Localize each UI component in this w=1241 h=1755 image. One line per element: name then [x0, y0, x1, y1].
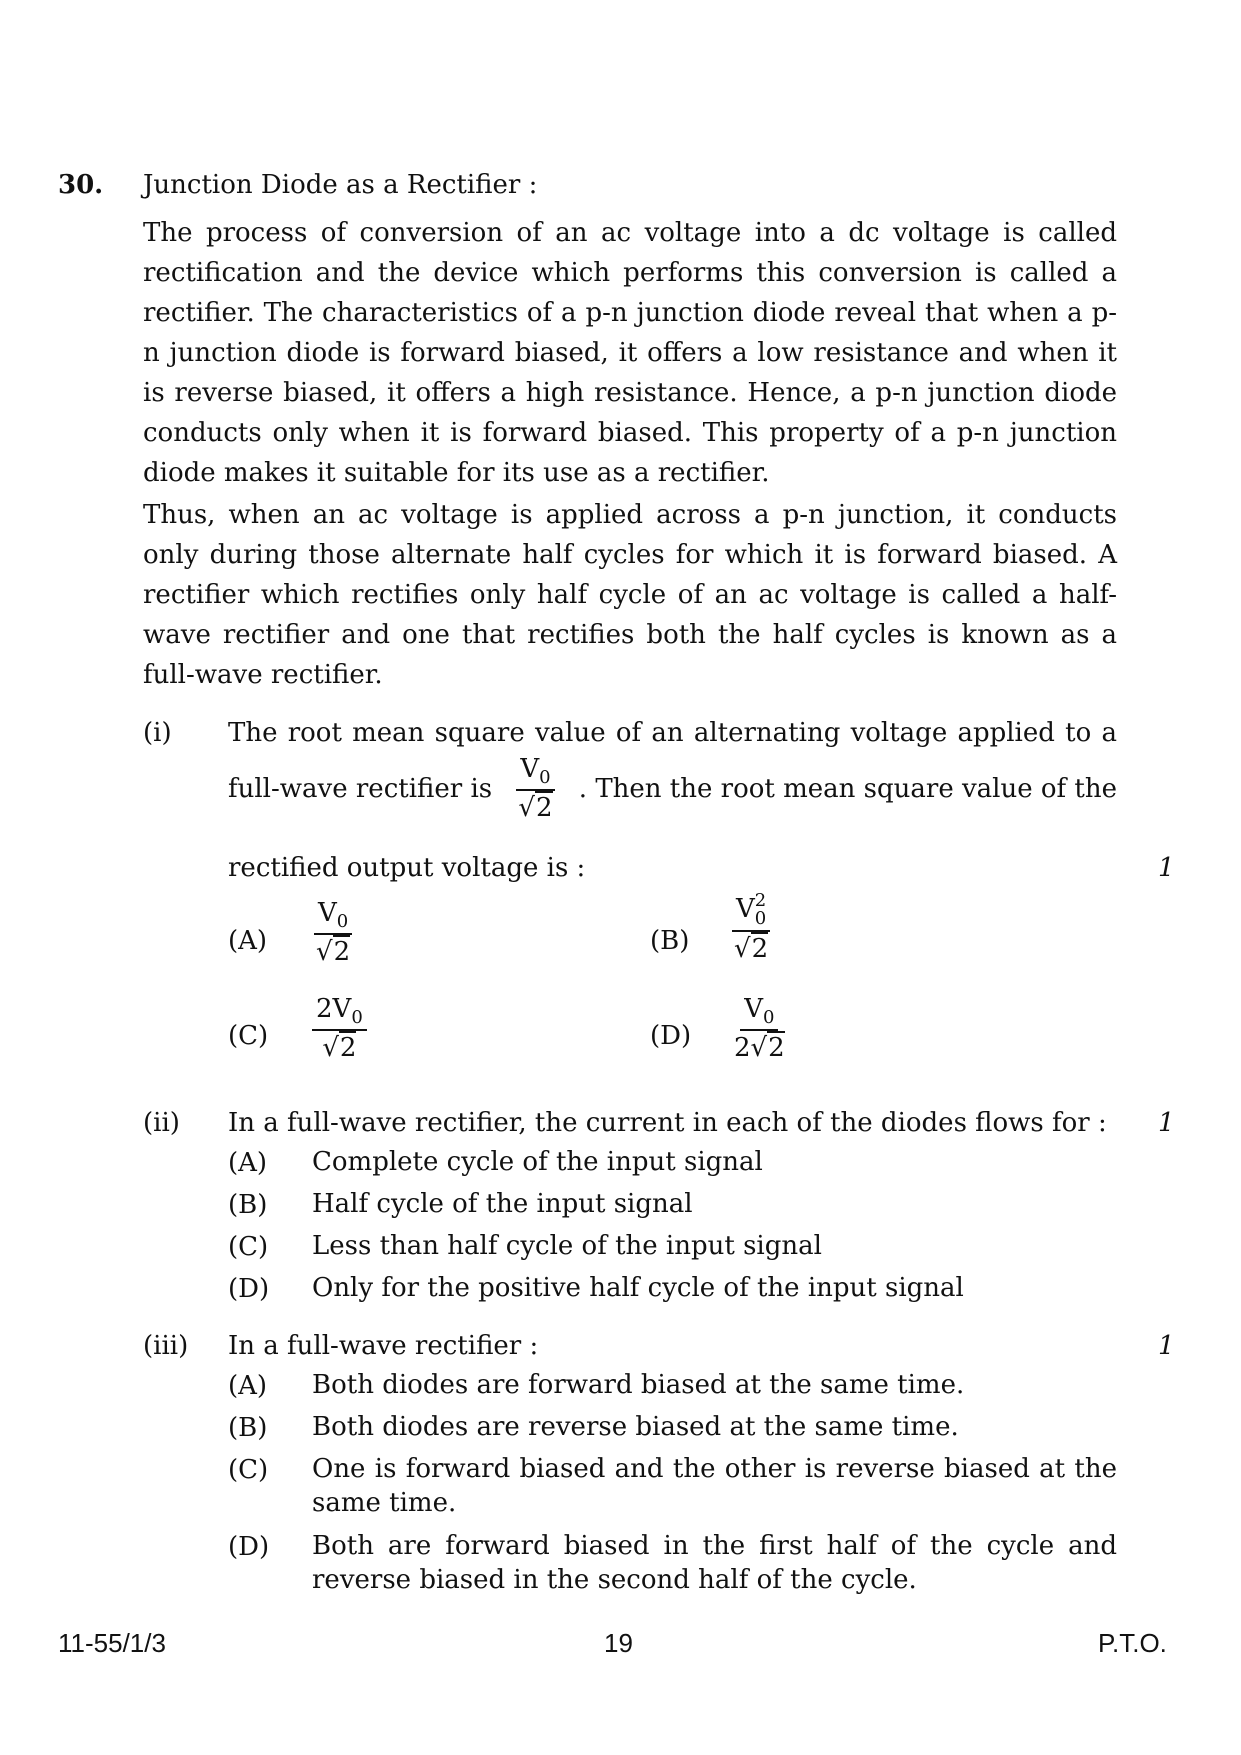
option-i-d-value — [730, 994, 789, 1064]
opt-c-den: 2 — [339, 1033, 357, 1064]
option-iii-b-text: Both diodes are reverse biased at the same time. — [312, 1412, 959, 1442]
sqrt-icon: √2 — [518, 793, 553, 824]
subquestion-i-line3: rectified output voltage is : — [228, 853, 586, 883]
option-i-a-value — [312, 898, 354, 968]
subquestion-iii-label: (iii) — [143, 1331, 189, 1361]
option-i-c-value — [312, 994, 367, 1064]
opt-a-num: V — [317, 898, 337, 928]
frac-den: 2 — [535, 793, 553, 824]
subquestion-iii-text: In a full-wave rectifier : — [228, 1331, 539, 1361]
option-ii-c-text: Less than half cycle of the input signal — [312, 1231, 822, 1261]
option-ii-a-text: Complete cycle of the input signal — [312, 1147, 763, 1177]
option-i-d-label: (D) — [650, 1021, 692, 1051]
option-iii-a-text: Both diodes are forward biased at the same time. — [312, 1370, 965, 1400]
option-iii-a-label: (A) — [228, 1371, 268, 1401]
opt-d-den-coef: 2 — [734, 1033, 751, 1064]
option-iii-d-text: Both are forward biased in the first half of the cycle and reverse biased in the second half of the cycle. — [312, 1531, 1117, 1595]
opt-d-sub: 0 — [763, 1007, 775, 1029]
option-i-a-label: (A) — [228, 926, 268, 956]
option-ii-b-label: (B) — [228, 1190, 268, 1220]
subquestion-i-label: (i) — [143, 718, 172, 748]
sqrt-icon: √2 — [322, 1033, 357, 1064]
subquestion-ii-label: (ii) — [143, 1108, 180, 1138]
option-iii-c-text: One is forward biased and the other is reverse biased at the same time. — [312, 1454, 1117, 1518]
frac-num: V — [520, 754, 540, 784]
question-title: Junction Diode as a Rectifier : — [143, 170, 538, 200]
marks-ii: 1 — [1158, 1108, 1175, 1138]
opt-a-sub: 0 — [336, 911, 349, 933]
option-i-b-label: (B) — [650, 926, 690, 956]
subquestion-i-line1: The root mean square value of an alternating voltage applied to a — [228, 718, 1117, 748]
subquestion-i-line2-post: . Then the root mean square value of the — [578, 773, 1117, 804]
frac-num-sub: 0 — [539, 767, 551, 789]
option-ii-b-text: Half cycle of the input signal — [312, 1189, 693, 1219]
rms-input-fraction — [514, 754, 556, 824]
option-ii-c-label: (C) — [228, 1232, 269, 1262]
option-iii-d-label: (D) — [228, 1532, 270, 1562]
question-number: 30. — [58, 170, 104, 200]
opt-d-num: V — [744, 994, 763, 1024]
opt-b-sub: 0 — [754, 908, 767, 929]
option-i-b-value — [730, 892, 772, 962]
page-number: 19 — [604, 1628, 633, 1658]
option-ii-a-label: (A) — [228, 1148, 268, 1178]
sqrt-icon: √2 — [316, 937, 351, 968]
sqrt-icon: √2 — [750, 1033, 785, 1064]
paragraph-2: Thus, when an ac voltage is applied across a p-n junction, it conducts only during those alternate half cycles for which it is forward biased. A rectifier which rectifies only half cycle of an ac voltage is called a half-wave rectifier and one that rectifies both the half cycles is known as a full-wave rectifier. — [143, 500, 1117, 690]
opt-a-den: 2 — [333, 937, 351, 968]
option-iii-c-label: (C) — [228, 1455, 269, 1485]
sqrt-icon: √2 — [734, 934, 769, 964]
opt-b-den: 2 — [751, 934, 769, 964]
pto-label: P.T.O. — [1098, 1628, 1167, 1658]
option-ii-d-text: Only for the positive half cycle of the input signal — [312, 1273, 964, 1303]
opt-b-num: V — [735, 894, 755, 924]
opt-c-num: 2V — [316, 994, 352, 1024]
option-iii-b-label: (B) — [228, 1413, 268, 1443]
paragraph-1: The process of conversion of an ac voltage into a dc voltage is called rectification and the device which performs this conversion is called a rectifier. The characteristics of a p-n junction diode reveal that when a p-n junction diode is forward biased, it offers a low resistance and when it is reverse biased, it offers a high resistance. Hence, a p-n junction diode conducts only when it is forward biased. This property of a p-n junction diode makes it suitable for its use as a rectifier. — [143, 218, 1117, 488]
subquestion-ii-text: In a full-wave rectifier, the current in each of the diodes flows for : — [228, 1108, 1107, 1138]
opt-b-sup: 2 — [754, 890, 767, 911]
opt-d-den: 2 — [768, 1033, 785, 1064]
subquestion-i-line2-pre: full-wave rectifier is — [228, 773, 493, 804]
option-i-c-label: (C) — [228, 1021, 269, 1051]
paper-code: 11-55/1/3 — [58, 1628, 166, 1658]
marks-i: 1 — [1158, 853, 1175, 883]
marks-iii: 1 — [1158, 1331, 1175, 1361]
opt-c-sub: 0 — [351, 1007, 363, 1029]
option-ii-d-label: (D) — [228, 1274, 270, 1304]
subquestion-i-line2 — [228, 754, 1117, 824]
